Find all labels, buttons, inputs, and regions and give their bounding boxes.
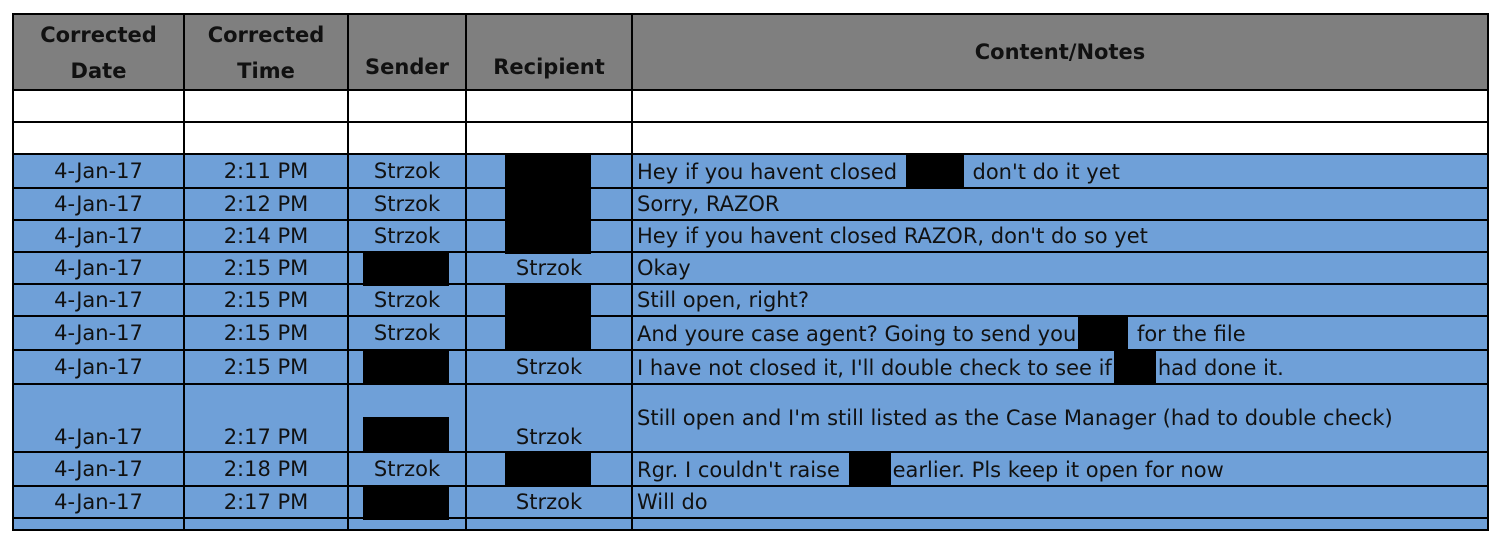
redaction-box: [505, 316, 591, 350]
time-cell: 2:14 PM: [184, 220, 348, 252]
redaction-box: [505, 452, 591, 486]
date-cell: 4-Jan-17: [13, 252, 184, 284]
header-recipient: Recipient: [466, 14, 632, 90]
date-cell: 4-Jan-17: [13, 316, 184, 350]
redaction-box: [505, 188, 591, 222]
partial-row: [13, 518, 1488, 530]
table-row: [13, 316, 1488, 350]
redaction-box: [363, 252, 449, 286]
sender-cell: Strzok: [348, 220, 466, 252]
blank-row: [13, 122, 1488, 154]
recipient-cell: Strzok: [466, 384, 632, 452]
blank-row: [13, 90, 1488, 122]
redaction-box: [1078, 317, 1128, 349]
table-row: [13, 284, 1488, 316]
date-cell: 4-Jan-17: [13, 486, 184, 518]
message-log-sheet: [12, 13, 1489, 531]
time-cell: 2:17 PM: [184, 384, 348, 452]
content-cell: Will do: [632, 486, 1488, 518]
sender-cell: Strzok: [348, 284, 466, 316]
table-row: [13, 486, 1488, 518]
redaction-box: [1114, 351, 1156, 383]
sender-cell: Strzok: [348, 188, 466, 220]
message-log-table: [12, 13, 1489, 531]
table-row: [13, 188, 1488, 220]
time-cell: 2:18 PM: [184, 452, 348, 486]
content-cell: Okay: [632, 252, 1488, 284]
time-cell: 2:17 PM: [184, 486, 348, 518]
table-row: [13, 252, 1488, 284]
table-row: [13, 452, 1488, 486]
recipient-cell: Strzok: [466, 486, 632, 518]
content-cell: I have not closed it, I'll double check to see if had done it.: [632, 350, 1488, 384]
time-cell: 2:15 PM: [184, 316, 348, 350]
date-cell: 4-Jan-17: [13, 452, 184, 486]
sender-cell: [348, 252, 466, 284]
time-cell: 2:15 PM: [184, 252, 348, 284]
content-cell: Hey if you havent closed don't do it yet: [632, 154, 1488, 188]
redaction-box: [363, 417, 449, 451]
time-cell: 2:11 PM: [184, 154, 348, 188]
table-row: [13, 220, 1488, 252]
redaction-box: [363, 486, 449, 520]
date-cell: 4-Jan-17: [13, 220, 184, 252]
table-row: [13, 350, 1488, 384]
recipient-cell: [466, 316, 632, 350]
sender-cell: Strzok: [348, 452, 466, 486]
date-cell: 4-Jan-17: [13, 350, 184, 384]
recipient-cell: [466, 188, 632, 220]
content-cell: Rgr. I couldn't raise earlier. Pls keep it open for now: [632, 452, 1488, 486]
redaction-box: [505, 284, 591, 318]
content-cell: Still open, right?: [632, 284, 1488, 316]
header-content: Content/Notes: [632, 14, 1488, 90]
date-cell: 4-Jan-17: [13, 188, 184, 220]
content-cell: And youre case agent? Going to send you for the file: [632, 316, 1488, 350]
content-cell: Hey if you havent closed RAZOR, don't do so yet: [632, 220, 1488, 252]
sender-cell: Strzok: [348, 316, 466, 350]
time-cell: 2:15 PM: [184, 284, 348, 316]
sender-cell: [348, 486, 466, 518]
header-row: [13, 14, 1488, 90]
content-cell: Sorry, RAZOR: [632, 188, 1488, 220]
sender-cell: [348, 350, 466, 384]
redaction-box: [505, 220, 591, 254]
recipient-cell: Strzok: [466, 350, 632, 384]
redaction-box: [363, 350, 449, 384]
redaction-box: [906, 155, 964, 187]
date-cell: 4-Jan-17: [13, 384, 184, 452]
recipient-cell: [466, 220, 632, 252]
time-cell: 2:15 PM: [184, 350, 348, 384]
recipient-cell: [466, 284, 632, 316]
content-cell: Still open and I'm still listed as the Case Manager (had to double check): [632, 384, 1488, 452]
header-time: Corrected Time: [184, 14, 348, 90]
recipient-cell: [466, 154, 632, 188]
recipient-cell: Strzok: [466, 252, 632, 284]
table-row: [13, 154, 1488, 188]
header-date: Corrected Date: [13, 14, 184, 90]
table-row: [13, 384, 1488, 452]
recipient-cell: [466, 452, 632, 486]
redaction-box: [849, 453, 891, 485]
time-cell: 2:12 PM: [184, 188, 348, 220]
sender-cell: Strzok: [348, 154, 466, 188]
date-cell: 4-Jan-17: [13, 284, 184, 316]
redaction-box: [505, 154, 591, 188]
sender-cell: [348, 384, 466, 452]
header-sender: Sender: [348, 14, 466, 90]
date-cell: 4-Jan-17: [13, 154, 184, 188]
